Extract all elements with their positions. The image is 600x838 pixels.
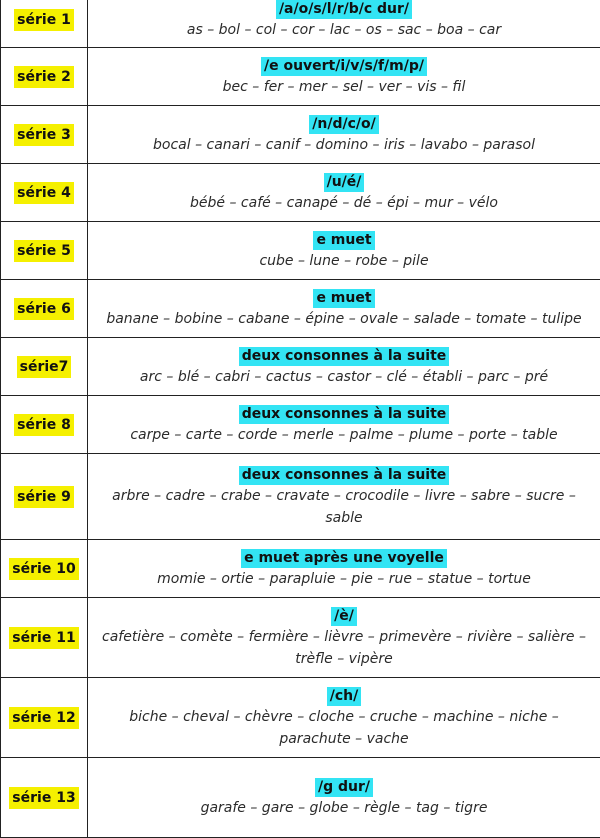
series-label-cell — [1, 164, 88, 222]
word-list: bébé – café – canapé – dé – épi – mur – vélo — [96, 192, 592, 214]
series-content-cell — [88, 164, 600, 222]
series-row — [1, 338, 600, 396]
series-content-cell — [88, 280, 600, 338]
series-content — [88, 603, 600, 673]
series-label: série 4 — [14, 182, 74, 204]
series-label-cell — [1, 338, 88, 396]
series-content-cell — [88, 106, 600, 164]
series-label: série 2 — [14, 66, 74, 88]
word-list: garafe – gare – globe – règle – tag – tigre — [96, 797, 592, 819]
series-label: série 8 — [14, 414, 74, 436]
series-label-cell — [1, 48, 88, 106]
word-list: as – bol – col – cor – lac – os – sac – boa – car — [96, 19, 592, 41]
series-row — [1, 540, 600, 598]
series-label-cell — [1, 540, 88, 598]
series-row — [1, 48, 600, 106]
series-row — [1, 454, 600, 540]
word-list: cube – lune – robe – pile — [96, 250, 592, 272]
series-label: série 1 — [14, 9, 74, 31]
series-content-cell — [88, 454, 600, 540]
series-content — [88, 227, 600, 275]
series-label-cell — [1, 678, 88, 758]
word-list: banane – bobine – cabane – épine – ovale – salade – tomate – tulipe — [96, 308, 592, 330]
series-label: série 10 — [9, 558, 78, 580]
series-row — [1, 758, 600, 838]
series-content-cell — [88, 222, 600, 280]
word-list: bec – fer – mer – sel – ver – vis – fil — [96, 76, 592, 98]
series-content — [88, 774, 600, 822]
sound-heading: deux consonnes à la suite — [239, 466, 450, 485]
series-label-cell — [1, 280, 88, 338]
word-list: bocal – canari – canif – domino – iris – lavabo – parasol — [96, 134, 592, 156]
series-label-cell — [1, 454, 88, 540]
series-content-cell — [88, 540, 600, 598]
series-label: série 5 — [14, 240, 74, 262]
series-content — [88, 462, 600, 532]
series-row — [1, 222, 600, 280]
series-content — [88, 545, 600, 593]
series-content-cell — [88, 678, 600, 758]
sound-heading: /a/o/s/l/r/b/c dur/ — [276, 0, 412, 19]
series-label-cell — [1, 396, 88, 454]
series-row — [1, 280, 600, 338]
series-row — [1, 396, 600, 454]
series-row — [1, 0, 600, 48]
series-content — [88, 343, 600, 391]
series-content-cell — [88, 598, 600, 678]
sound-heading: /n/d/c/o/ — [309, 115, 378, 134]
sound-heading: e muet après une voyelle — [241, 549, 447, 568]
series-label: série 12 — [9, 707, 78, 729]
series-content-cell — [88, 758, 600, 838]
word-list: momie – ortie – parapluie – pie – rue – statue – tortue — [96, 568, 592, 590]
word-list: biche – cheval – chèvre – cloche – cruche – machine – niche – parachute – vache — [96, 706, 592, 750]
word-list: cafetière – comète – fermière – lièvre – primevère – rivière – salière – trèfle – vipère — [96, 626, 592, 670]
sound-heading: e muet — [313, 231, 374, 250]
series-content — [88, 0, 600, 44]
word-list: arc – blé – cabri – cactus – castor – clé – établi – parc – pré — [96, 366, 592, 388]
sound-heading: /ch/ — [327, 687, 362, 706]
sound-heading: /e ouvert/i/v/s/f/m/p/ — [261, 57, 427, 76]
series-content — [88, 53, 600, 101]
series-content-cell — [88, 396, 600, 454]
sound-heading: e muet — [313, 289, 374, 308]
sound-heading: deux consonnes à la suite — [239, 347, 450, 366]
series-label-cell — [1, 598, 88, 678]
series-row — [1, 106, 600, 164]
series-content — [88, 683, 600, 753]
series-label-cell — [1, 0, 88, 48]
series-label: série 6 — [14, 298, 74, 320]
sound-heading: /g dur/ — [315, 778, 373, 797]
series-content-cell — [88, 0, 600, 48]
series-row — [1, 598, 600, 678]
sound-heading: deux consonnes à la suite — [239, 405, 450, 424]
series-content — [88, 285, 600, 333]
series-content-cell — [88, 338, 600, 396]
sound-heading: /è/ — [331, 607, 357, 626]
series-label: série 13 — [9, 787, 78, 809]
series-label-cell — [1, 222, 88, 280]
series-row — [1, 164, 600, 222]
series-content — [88, 169, 600, 217]
series-label-cell — [1, 758, 88, 838]
series-row — [1, 678, 600, 758]
series-label: série 9 — [14, 486, 74, 508]
series-content-cell — [88, 48, 600, 106]
series-table-body — [1, 0, 600, 838]
word-list: arbre – cadre – crabe – cravate – crocodile – livre – sabre – sucre – sable — [96, 485, 592, 529]
series-label: série7 — [17, 356, 72, 378]
word-list: carpe – carte – corde – merle – palme – plume – porte – table — [96, 424, 592, 446]
sound-heading: /u/é/ — [324, 173, 365, 192]
series-content — [88, 111, 600, 159]
series-content — [88, 401, 600, 449]
series-label: série 3 — [14, 124, 74, 146]
series-label: série 11 — [9, 627, 78, 649]
series-label-cell — [1, 106, 88, 164]
